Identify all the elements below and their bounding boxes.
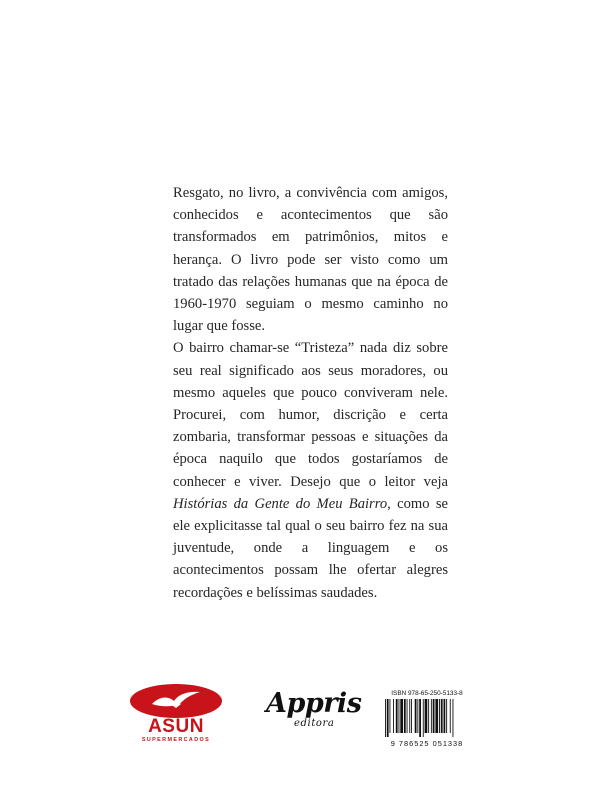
appris-wordmark: Appris <box>266 688 362 719</box>
asun-logo <box>124 682 228 744</box>
isbn-digits: 9 786525 051338 <box>390 739 464 748</box>
blurb-paragraph-2-text-b: , como se ele explicitasse tal qual o seu bairro fez na sua juventude, onde a linguagem e os acontecimentos possam lhe ofertar alegres recordações e belíssimas saudades. <box>173 495 448 601</box>
asun-wordmark: ASUN <box>148 716 204 737</box>
appris-subtitle: editora <box>294 718 335 729</box>
asun-subtitle: SUPERMERCADOS <box>141 737 211 743</box>
blurb-paragraph-2 <box>173 337 448 603</box>
appris-logo <box>254 688 362 748</box>
back-cover-blurb <box>173 182 448 604</box>
book-title: Histórias da Gente do Meu Bairro <box>173 495 388 512</box>
isbn-barcode <box>377 690 477 748</box>
blurb-paragraph-1: Resgato, no livro, a convivência com amigos, conhecidos e acontecimentos que são transformados em patrimônios, mitos e herança. O livro pode ser visto como um tratado das relações humanas que na época de 1960-1970 seguiam o mesmo caminho no lugar que fosse. <box>173 185 448 335</box>
barcode-bars <box>377 699 477 739</box>
isbn-label: ISBN 978-65-250-5133-8 <box>391 690 463 697</box>
blurb-paragraph-2-text-a: O bairro chamar-se “Tristeza” nada diz sobre seu real significado aos seus moradores, ou mesmo aqueles que pouco conviveram nele. Procurei, com humor, discrição e certa zombaria, transformar pessoas e situações da época naquilo que todos gostaríamos de conhecer e viver. Desejo que o leitor veja <box>173 340 448 490</box>
